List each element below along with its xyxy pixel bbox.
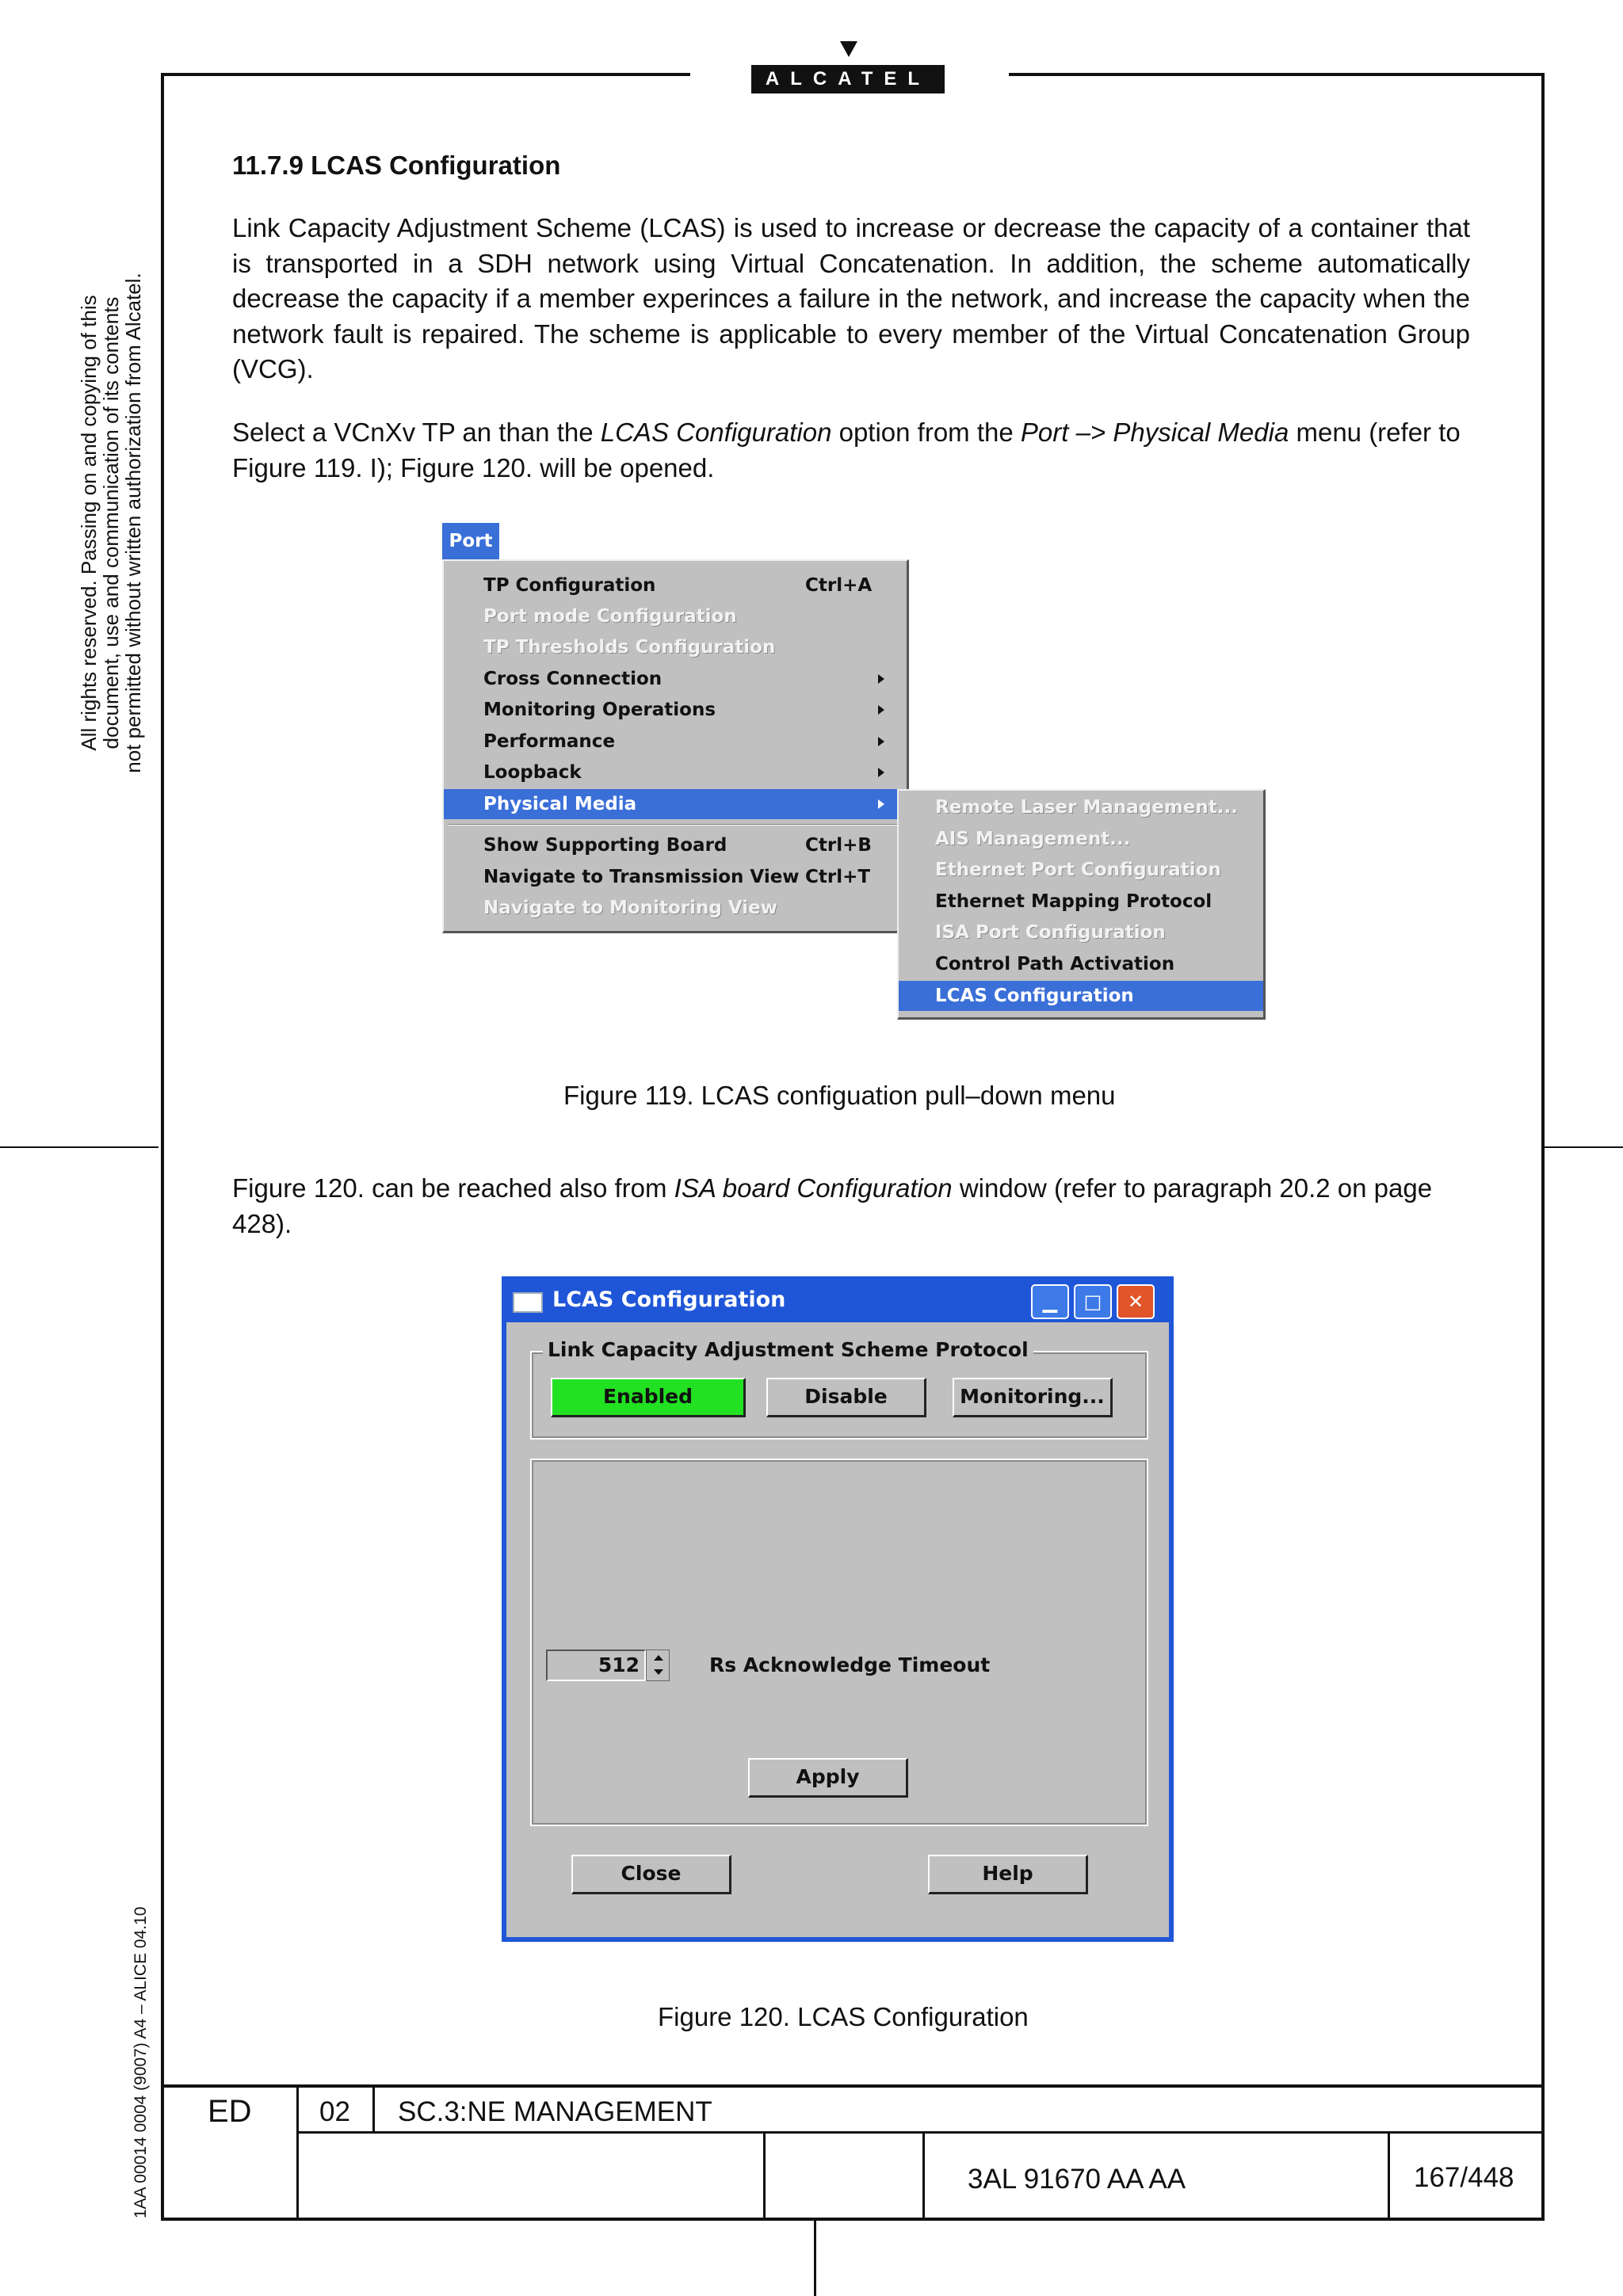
physical-media-submenu: [897, 789, 1266, 1020]
para3-emphasis-isa: ISA board Configuration: [674, 1173, 953, 1203]
disable-button[interactable]: Disable: [766, 1378, 926, 1417]
menu-item-port-mode-configuration: Port mode Configuration: [483, 606, 737, 627]
footer-line-top: [161, 2084, 1545, 2088]
menu-item-tp-thresholds-configuration: TP Thresholds Configuration: [483, 637, 776, 658]
footer-page-number: 167/448: [1414, 2162, 1514, 2193]
footer-col-1: [296, 2084, 299, 2221]
footer-col-3: [763, 2131, 766, 2221]
submenu-item-control-path-activation[interactable]: Control Path Activation: [935, 954, 1175, 974]
spinner-down-icon[interactable]: [654, 1669, 663, 1675]
reference-code: 1AA 00014 0004 (9007) A4 – ALICE 04.10: [132, 1906, 150, 2218]
footer-col-5: [1388, 2131, 1390, 2221]
menu-item-loopback[interactable]: Loopback: [444, 757, 907, 788]
menu-item-cross-connection[interactable]: Cross Connection: [444, 664, 907, 694]
submenu-item-ais-management: AIS Management...: [935, 829, 1131, 849]
lcas-configuration-window: [502, 1276, 1174, 1942]
rights-notice: [78, 265, 144, 780]
timeout-spinner-input[interactable]: 512: [546, 1650, 646, 1681]
figure-120-caption: Figure 120. LCAS Configuration: [658, 2002, 1029, 2031]
paragraph-isa-board: [232, 1171, 1470, 1241]
submenu-item-isa-port-configuration: ISA Port Configuration: [935, 922, 1166, 943]
footer-chapter: SC.3:NE MANAGEMENT: [398, 2096, 712, 2127]
rights-line-2: document, use and communication of its contents: [99, 296, 123, 749]
para2-emphasis-lcas: LCAS Configuration: [600, 418, 832, 447]
footer-ed-value: 02: [319, 2096, 350, 2127]
submenu-arrow-icon: [878, 705, 884, 715]
para2-emphasis-menu-path: Port –> Physical Media: [1020, 418, 1289, 447]
close-button[interactable]: Close: [571, 1855, 731, 1894]
footer-col-2: [372, 2084, 375, 2132]
maximize-icon[interactable]: □: [1074, 1284, 1112, 1319]
footer-ed-label: ED: [208, 2094, 252, 2129]
alcatel-logo: ALCATEL: [751, 65, 945, 93]
submenu-arrow-icon: [878, 799, 884, 809]
spinner-up-icon[interactable]: [654, 1655, 663, 1661]
paragraph-lcas-intro: Link Capacity Adjustment Scheme (LCAS) is used to increase or decrease the capacity of a container that is transported in a SDH network using Virtual Concatenation. In addition, the scheme automatically decrease the capacity if a member experinces a failure in the network, and increase the capacity when the network fault is repaired. The scheme is applicable to every member of the Virtual Concatenation Group (VCG).: [232, 213, 1470, 383]
para2-text-c: menu (refer to Figure 119. I); Figure 120. will be opened.: [232, 418, 1461, 482]
submenu-item-ethernet-port-configuration: Ethernet Port Configuration: [935, 860, 1221, 880]
submenu-arrow-icon: [878, 674, 884, 684]
paragraph-select-tp: [232, 415, 1470, 486]
help-button[interactable]: Help: [928, 1855, 1088, 1894]
timeout-spinner-buttons[interactable]: [646, 1650, 670, 1681]
enabled-button[interactable]: Enabled: [551, 1378, 746, 1417]
menu-item-show-supporting-board[interactable]: Show Supporting Board Ctrl+B: [483, 835, 872, 856]
footer-doc-number: 3AL 91670 AA AA: [968, 2164, 1186, 2195]
rights-line-3: not permitted without written authorization from Alcatel.: [121, 273, 145, 773]
margin-tick-right: [1545, 1146, 1623, 1148]
footer-line-mid: [297, 2131, 1545, 2134]
menu-separator: [449, 824, 900, 826]
minimize-icon[interactable]: ▁: [1031, 1284, 1069, 1319]
menu-item-monitoring-operations[interactable]: Monitoring Operations: [444, 695, 907, 725]
frame-top-left: [161, 73, 690, 76]
window-body: [506, 1322, 1169, 1937]
figure-119-caption: Figure 119. LCAS configuation pull–down menu: [563, 1081, 1116, 1110]
menu-item-performance[interactable]: Performance: [444, 727, 907, 757]
port-menu-panel: [442, 559, 909, 933]
footer-col-4: [922, 2131, 925, 2221]
submenu-arrow-icon: [878, 768, 884, 777]
window-title: LCAS Configuration: [552, 1287, 786, 1312]
para2-text-a: Select a VCnXv TP an than the: [232, 418, 601, 447]
frame-left: [161, 73, 164, 2221]
para3-text-a: Figure 120. can be reached also from: [232, 1173, 674, 1203]
close-icon[interactable]: ✕: [1117, 1284, 1155, 1319]
submenu-item-ethernet-mapping-protocol[interactable]: Ethernet Mapping Protocol: [935, 891, 1212, 912]
section-heading: 11.7.9 LCAS Configuration: [232, 151, 561, 180]
submenu-item-lcas-configuration[interactable]: LCAS Configuration: [899, 981, 1263, 1011]
menu-item-physical-media[interactable]: Physical Media: [444, 789, 907, 819]
submenu-arrow-icon: [878, 737, 884, 746]
frame-top-right: [1009, 73, 1545, 76]
submenu-item-remote-laser-management: Remote Laser Management...: [935, 797, 1239, 818]
margin-tick-left: [0, 1146, 158, 1148]
apply-button[interactable]: Apply: [748, 1758, 908, 1798]
footer-line-bottom: [161, 2218, 1545, 2221]
logo-triangle-icon: [840, 41, 857, 57]
para3-text-b: window (refer to paragraph 20.2 on page 428).: [232, 1173, 1433, 1238]
monitoring-button[interactable]: Monitoring...: [953, 1378, 1113, 1417]
window-icon: [513, 1292, 543, 1313]
menu-item-navigate-transmission-view[interactable]: Navigate to Transmission View Ctrl+T: [483, 867, 871, 887]
para2-text-b: option from the: [831, 418, 1021, 447]
lcas-protocol-group-title: Link Capacity Adjustment Scheme Protocol: [543, 1338, 1033, 1361]
footer-stem: [814, 2221, 816, 2296]
rights-line-1: All rights reserved. Passing on and copying of this: [77, 295, 101, 751]
menu-item-tp-configuration[interactable]: TP Configuration Ctrl+A: [483, 575, 873, 596]
menu-item-navigate-monitoring-view: Navigate to Monitoring View: [483, 898, 777, 918]
port-menu-title[interactable]: Port: [442, 523, 499, 559]
timeout-label: Rs Acknowledge Timeout: [709, 1653, 991, 1676]
